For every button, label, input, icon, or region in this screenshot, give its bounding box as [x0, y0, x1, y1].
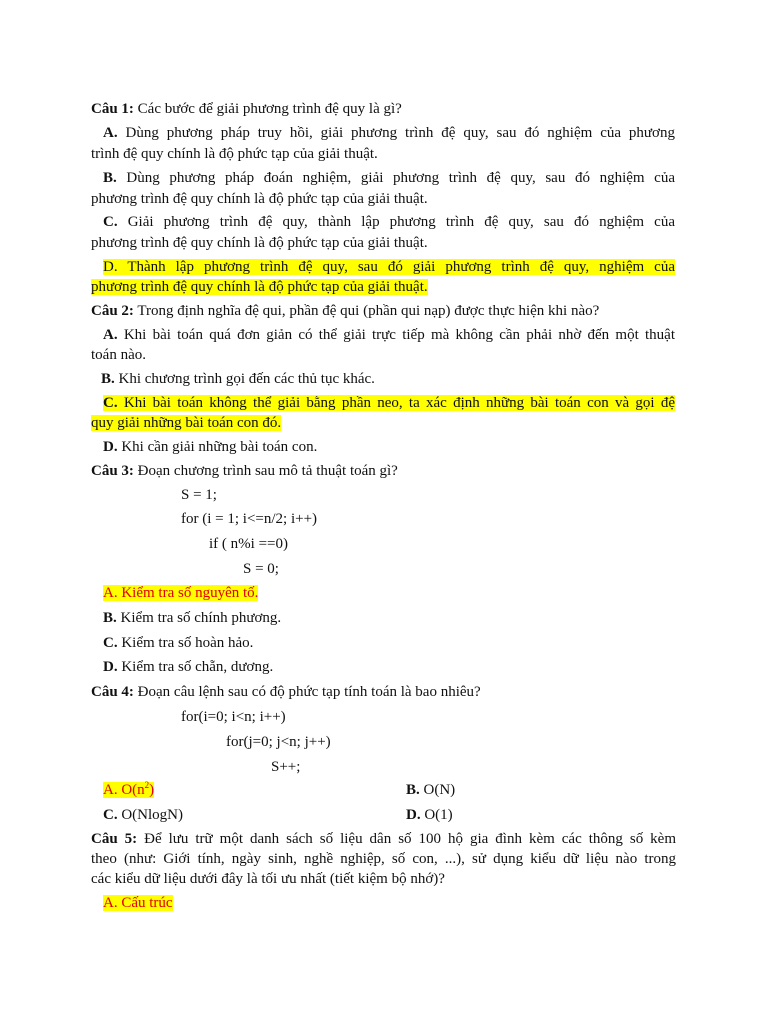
question-label: Câu 4: [91, 684, 134, 700]
code-line: for(j=0; j<n; j++) [226, 734, 331, 750]
option-key: A. [103, 125, 118, 141]
option-key: B. [103, 610, 117, 626]
option-3d [103, 658, 273, 676]
option-3a [103, 584, 258, 602]
option-4b [406, 781, 455, 799]
option-key: C. [103, 214, 118, 230]
option-2c-line-1 [103, 394, 675, 412]
question-5-line-2: theo (như: Giới tính, ngày sinh, nghề nghiệp, số con, ...), sử dụng kiểu dữ liệu nào trong [91, 851, 676, 867]
correct-answer-highlight: A. Kiểm tra số nguyên tố. [103, 585, 259, 601]
option-text: Kiểm tra số hoàn hảo. [117, 635, 254, 651]
question-4 [91, 683, 481, 701]
option-1a-line-2: trình đệ quy chính là độ phức tạp của giải thuật. [91, 146, 378, 162]
code-line: for (i = 1; i<=n/2; i++) [181, 511, 318, 527]
option-text: Kiểm tra số chẵn, dương. [117, 659, 274, 675]
code-line: for(i=0; i<n; i++) [181, 709, 286, 725]
question-5-line-1 [91, 830, 676, 848]
option-1b-line-2: phương trình đệ quy chính là độ phức tạp của giải thuật. [91, 191, 428, 207]
option-1b-line-1 [103, 169, 675, 187]
option-3c [103, 634, 253, 652]
option-2a-line-1 [103, 326, 675, 344]
correct-answer-highlight: quy giải những bài toán con đó. [91, 415, 282, 431]
code-line: S = 0; [243, 561, 279, 577]
question-label: Câu 3: [91, 463, 134, 479]
option-2c-line-2 [91, 414, 281, 432]
correct-answer-highlight: A. Cấu trúc [103, 895, 173, 911]
option-text: A. O(n [103, 782, 145, 798]
option-4c [103, 806, 183, 824]
option-text: O(NlogN) [117, 807, 183, 823]
correct-answer-highlight: D. Thành lập phương trình đệ quy, sau đó giải phương trình đệ quy, nghiệm của [103, 259, 675, 275]
option-text: Khi chương trình gọi đến các thủ tục khác. [114, 371, 375, 387]
option-text: Khi bài toán quá đơn giản có thể giải trực tiếp mà không cần phải nhờ đến một thuật [117, 327, 675, 343]
option-1d-line-2 [91, 278, 428, 296]
question-text: Trong định nghĩa đệ qui, phần đệ qui (phần qui nạp) được thực hiện khi nào? [133, 303, 600, 319]
question-text: Để lưu trữ một danh sách số liệu dân số 100 hộ gia đình kèm các thông số kèm [137, 831, 677, 847]
question-text: Đoạn chương trình sau mô tả thuật toán gì? [133, 463, 398, 479]
question-1 [91, 100, 402, 118]
question-text: Các bước để giải phương trình đệ quy là gì? [133, 101, 402, 117]
correct-answer-highlight: phương trình đệ quy chính là độ phức tạp của giải thuật. [91, 279, 428, 295]
option-1c-line-1 [103, 213, 675, 231]
option-1a-line-1 [103, 124, 675, 142]
correct-answer-highlight [103, 395, 675, 411]
option-key: B. [406, 782, 420, 798]
option-1c-line-2: phương trình đệ quy chính là độ phức tạp của giải thuật. [91, 235, 428, 251]
question-label: Câu 2: [91, 303, 134, 319]
option-text: Khi bài toán không thể giải bằng phần neo, ta xác định những bài toán con và gọi đệ [117, 395, 675, 411]
option-3b [103, 609, 281, 627]
option-text: Dùng phương pháp truy hồi, giải phương trình đệ quy, sau đó nghiệm của phương [117, 125, 675, 141]
option-key: C. [103, 635, 118, 651]
code-line: S++; [271, 759, 301, 775]
option-2a-line-2: toán nào. [91, 347, 146, 363]
superscript: 2 [144, 780, 150, 790]
option-text: ) [149, 782, 155, 798]
question-5-line-3: các kiểu dữ liệu dưới đây là tối ưu nhất (tiết kiệm bộ nhớ)? [91, 871, 445, 887]
option-4d [406, 806, 453, 824]
question-2 [91, 302, 599, 320]
option-key: A. [103, 327, 118, 343]
option-key: C. [103, 395, 118, 411]
option-key: B. [103, 170, 117, 186]
code-line: S = 1; [181, 487, 217, 503]
question-label: Câu 5: [91, 831, 138, 847]
option-text: O(1) [420, 807, 453, 823]
option-key: D. [103, 659, 118, 675]
option-1d-line-1 [103, 258, 675, 276]
option-key: C. [103, 807, 118, 823]
option-5a [103, 894, 173, 912]
question-label: Câu 1: [91, 101, 134, 117]
option-4a [103, 781, 154, 799]
option-key: B. [101, 371, 115, 387]
question-text: Đoạn câu lệnh sau có độ phức tạp tính toán là bao nhiêu? [133, 684, 481, 700]
option-key: D. [103, 439, 118, 455]
question-3 [91, 462, 398, 480]
option-2d [103, 438, 317, 456]
option-text: Dùng phương pháp đoán nghiệm, giải phương trình đệ quy, sau đó nghiệm của [116, 170, 675, 186]
code-line: if ( n%i ==0) [209, 536, 288, 552]
option-text: Khi cần giải những bài toán con. [117, 439, 318, 455]
correct-answer-highlight [103, 782, 154, 798]
option-text: Giải phương trình đệ quy, thành lập phương trình đệ quy, sau đó nghiệm của [117, 214, 675, 230]
option-text: Kiểm tra số chính phương. [116, 610, 282, 626]
option-text: O(N) [419, 782, 456, 798]
option-2b [101, 370, 375, 388]
option-key: D. [406, 807, 421, 823]
